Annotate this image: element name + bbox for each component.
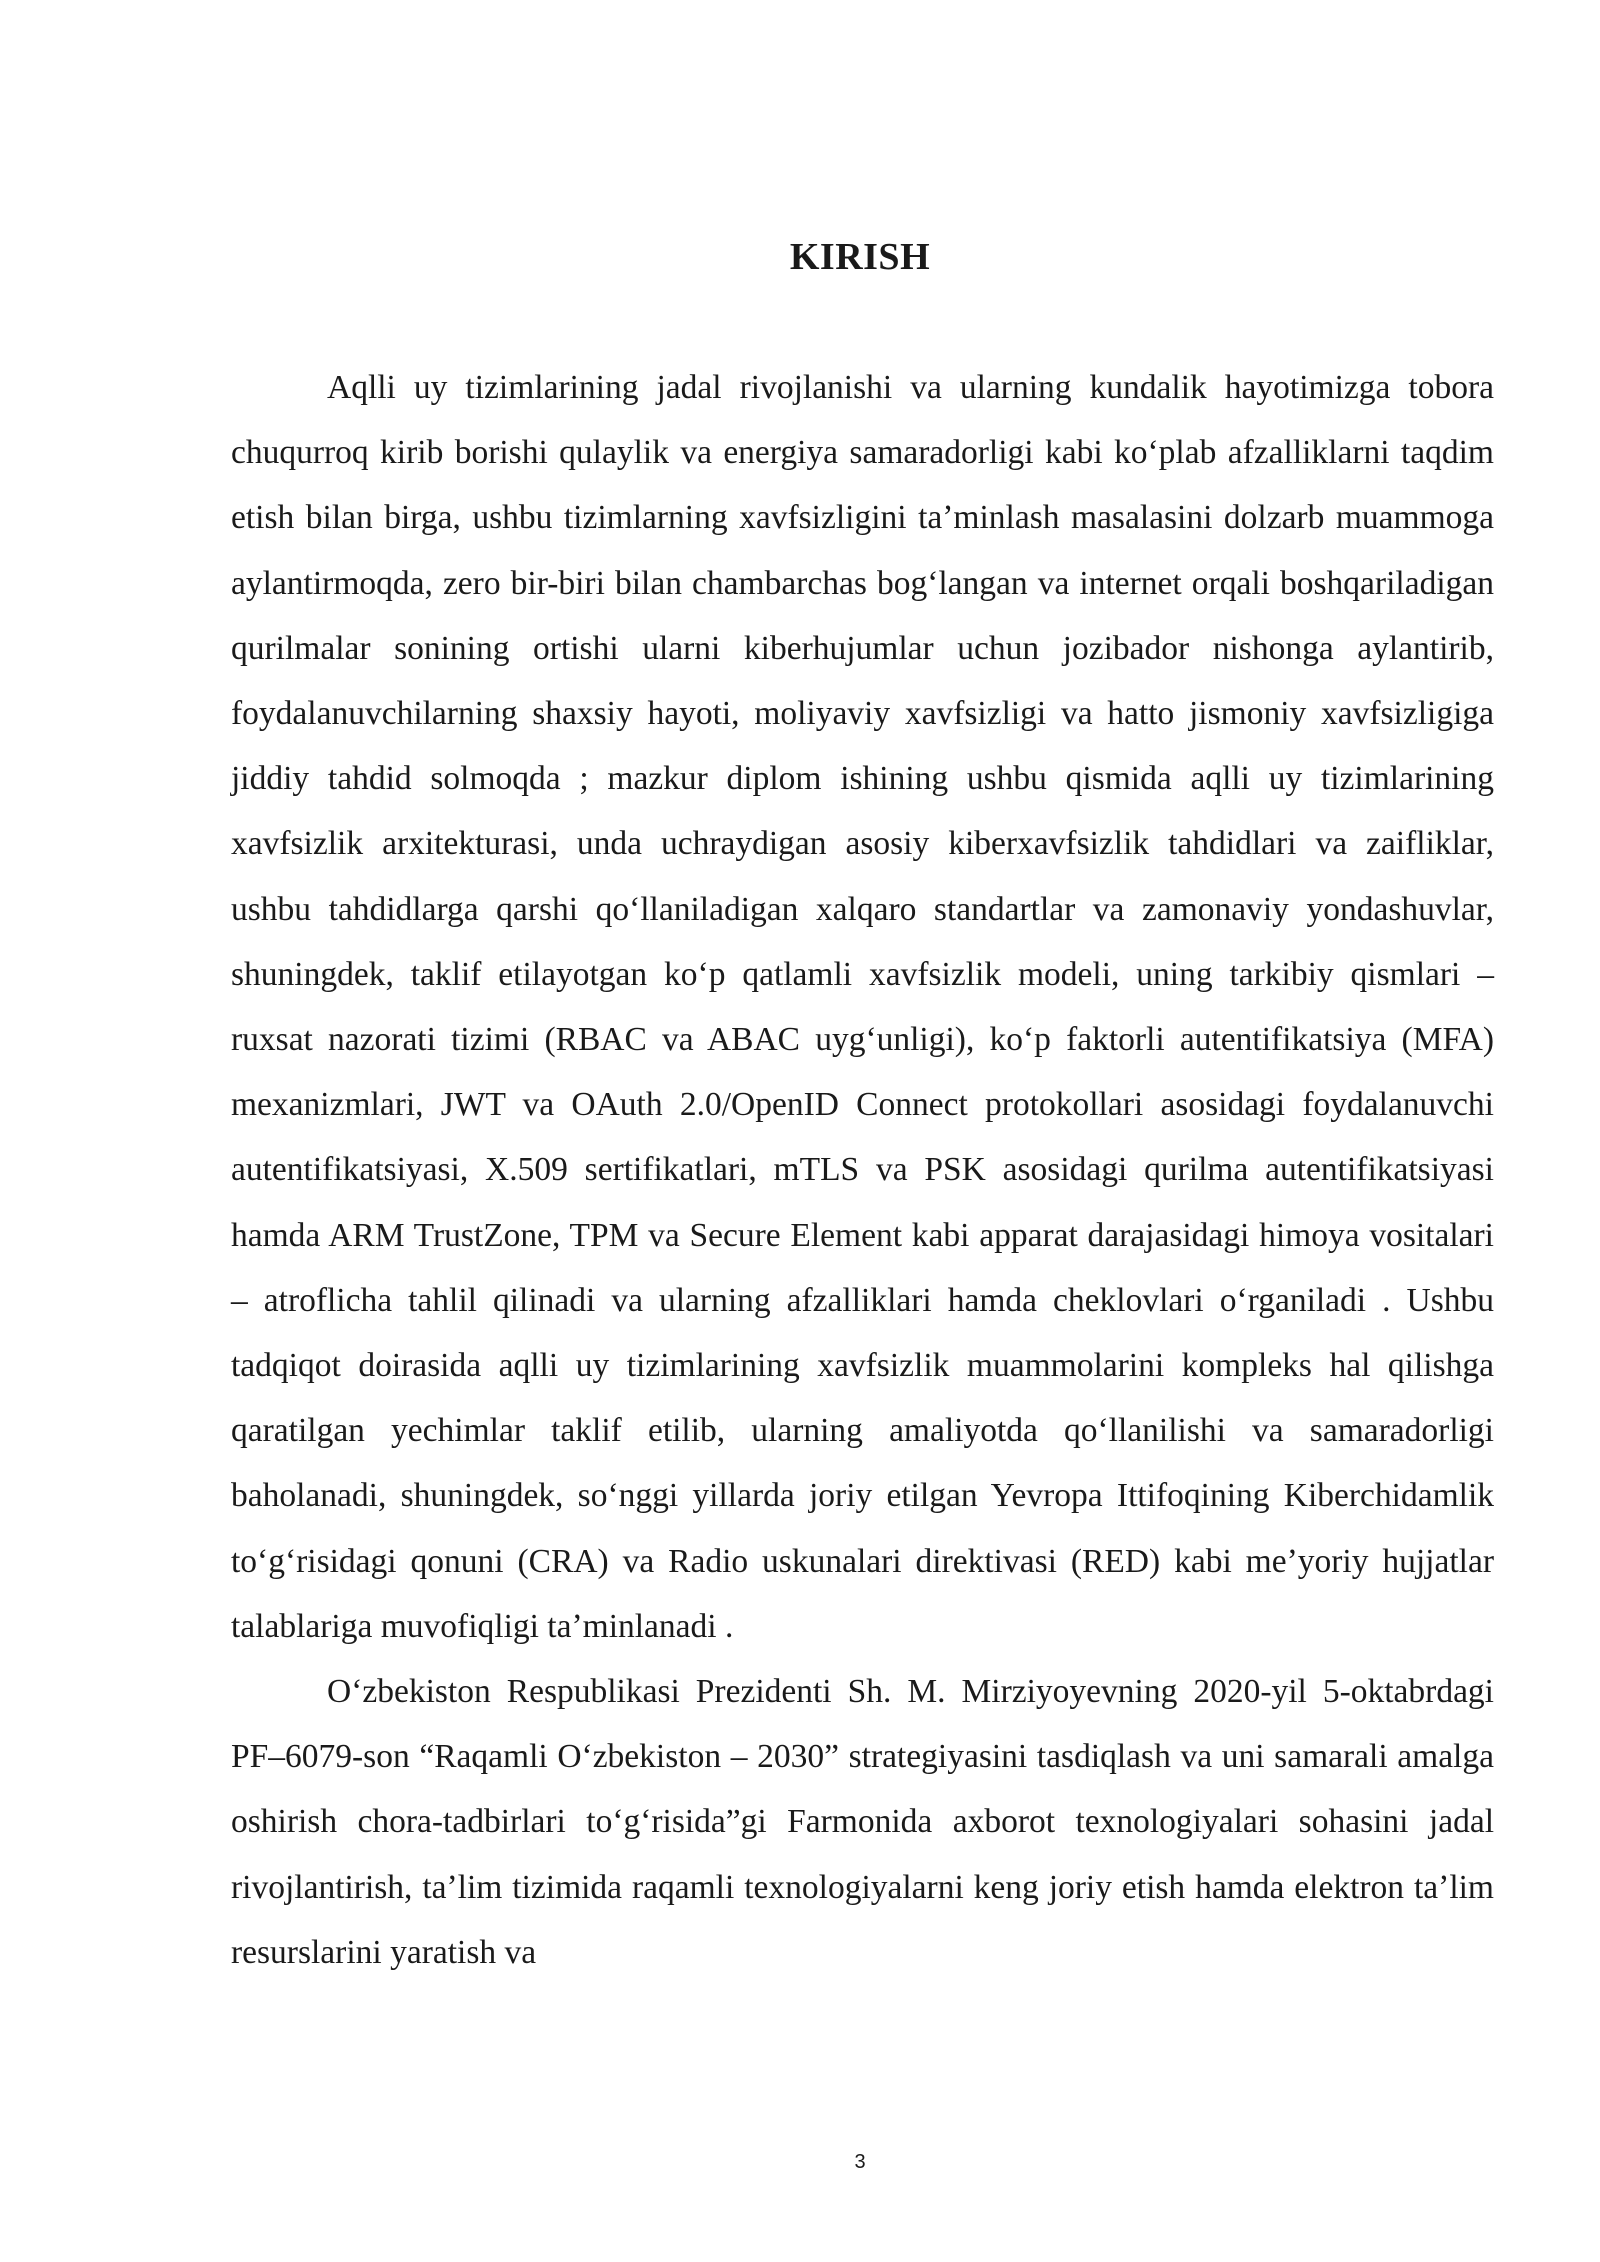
section-title: KIRISH [789,236,931,278]
paragraph-1: Aqlli uy tizimlarining jadal rivojlanishi va ularning kundalik hayotimizga tobora chuqurroq kirib borishi qulaylik va energiya samaradorligi kabi koʻplab afzalliklarni taqdim etish bilan birga, ushbu tizimlarning xavfsizligini taʼminlash masalasini dolzarb muammoga aylantirmoqda, zero bir-biri bilan chambarchas bogʻlangan va internet orqali boshqariladigan qurilmalar sonining ortishi ularni kiberhujumlar uchun jozibador nishonga aylantirib, foydalanuvchilarning shaxsiy hayoti, moliyaviy xavfsizligi va hatto jismoniy xavfsizligiga jiddiy tahdid solmoqda ; mazkur diplom ishining ushbu qismida aqlli uy tizimlarining xavfsizlik arxitekturasi, unda uchraydigan asosiy kiberxavfsizlik tahdidlari va zaifliklar, ushbu tahdidlarga qarshi qoʻllaniladigan xalqaro standartlar va zamonaviy yondashuvlar, shuningdek, taklif etilayotgan koʻp qatlamli xavfsizlik modeli, uning tarkibiy qismlari – ruxsat nazorati tizimi (RBAC va ABAC uygʻunligi), koʻp faktorli autentifikatsiya (MFA) mexanizmlari, JWT va OAuth 2.0/OpenID Connect protokollari asosidagi foydalanuvchi autentifikatsiyasi, X.509 sertifikatlari, mTLS va PSK asosidagi qurilma autentifikatsiyasi hamda ARM TrustZone, TPM va Secure Element kabi apparat darajasidagi himoya vositalari – atroflicha tahlil qilinadi va ularning afzalliklari hamda cheklovlari oʻrganiladi . Ushbu tadqiqot doirasida aqlli uy tizimlarining xavfsizlik muammolarini kompleks hal qilishga qaratilgan yechimlar taklif etilib, ularning amaliyotda qoʻllanilishi va samaradorligi baholanadi, shuningdek, soʻnggi yillarda joriy etilgan Yevropa Ittifoqining Kiberchidamlik toʻgʻrisidagi qonuni (CRA) va Radio uskunalari direktivasi (RED) kabi meʼyoriy hujjatlar talablariga muvofiqligi taʼminlanadi . [231,369,1494,1645]
paragraph-2: Oʻzbekiston Respublikasi Prezidenti Sh. M. Mirziyoyevning 2020-yil 5-oktabrdagi PF–6079-son “Raqamli Oʻzbekiston – 2030” strategiyasini tasdiqlash va uni samarali amalga oshirish chora-tadbirlari toʻgʻrisida”gi Farmonida axborot texnologiyalari sohasini jadal rivojlantirish, taʼlim tizimida raqamli texnologiyalarni keng joriy etish hamda elektron taʼlim resurslarini yaratish va [231,1673,1494,1971]
body-text [231,355,1494,1985]
page-number: 3 [854,2151,866,2173]
